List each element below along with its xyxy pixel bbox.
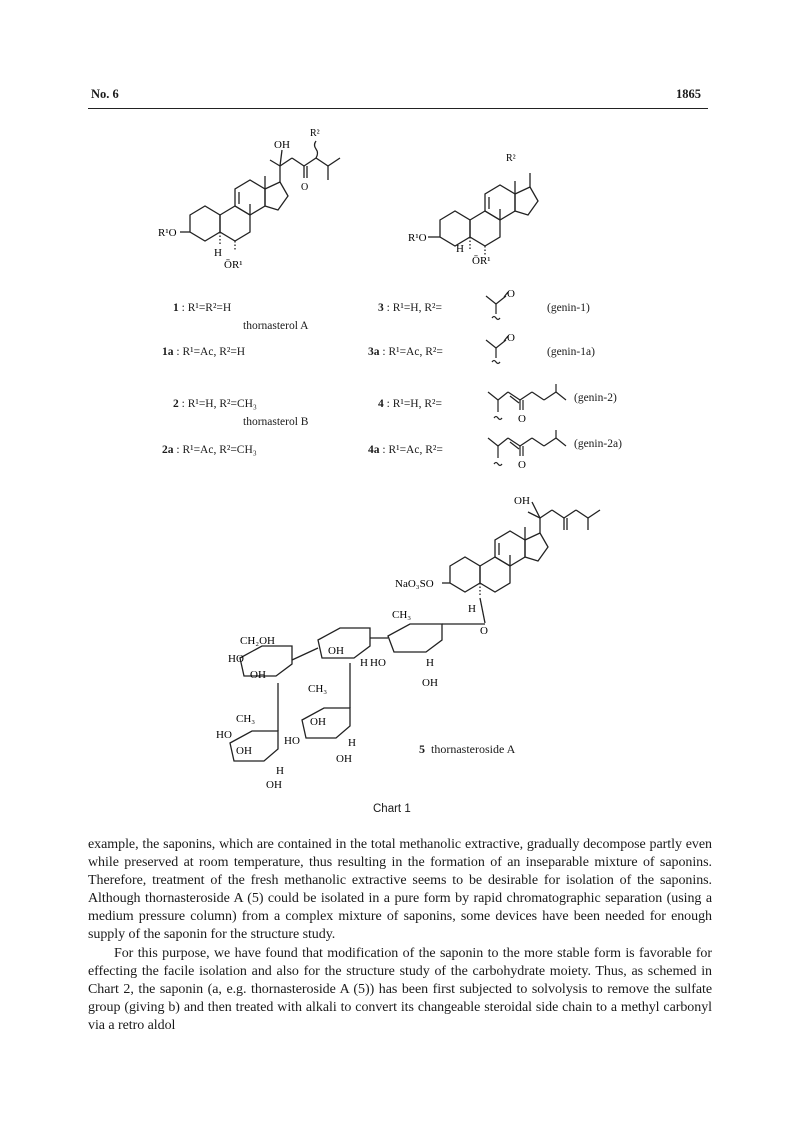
svg-text:O: O (518, 459, 526, 471)
ho-label-d: HO (284, 735, 300, 747)
compound-5-label: 5 thornasteroside A (419, 742, 516, 756)
compound-3-note: (genin-1) (547, 302, 590, 314)
r1o-label: R¹O (408, 232, 427, 244)
svg-text:O: O (507, 288, 515, 300)
chart-caption: Chart 1 (373, 803, 411, 815)
r2-label: R² (310, 128, 320, 139)
or1-label: ŌR¹ (472, 255, 491, 267)
h-label: H (456, 243, 464, 255)
page-number: 1865 (676, 87, 701, 101)
thornasterol-structure (160, 120, 350, 280)
h-label-e: H (276, 765, 284, 777)
compound-1-name: thornasterol A (243, 320, 309, 332)
paragraph-1: example, the saponins, which are contained in the total methanolic extractive, gradually decompose partly even while preserved at room temperature, thus resulting in the formation of an inseparable mixture of saponins. Therefore, treatment of the fresh methanolic extractive seems to be desirable for isolation of the saponins. Although thornasteroside A (5) could be isolated in a pure form by rapid chromatographic separation (using a medium pressure column) from a complex mixture of saponins, some devices have been needed for enough supply of the saponin for the structure study. (88, 837, 712, 943)
compound-4-label: 4 : R¹=H, R²= (378, 398, 442, 410)
acetyl-sidechain-3a (478, 330, 528, 366)
compound-2-name: thornasterol B (243, 416, 309, 428)
svg-text:O: O (507, 332, 515, 344)
paragraph-2: For this purpose, we have found that modification of the saponin to the more stable form is favorable for effecting the facile isolation and also for the structure study of the carbohydrate moiety. Thus, as schemed in Chart 2, the saponin (a, e.g. thornasteroside A (5)) has been first subjected to solvolysis to remove the sulfate group (giving b) and then treated with alkali to convert its changeable steroidal side chain to a methyl carbonyl via a retro aldol (88, 945, 712, 1033)
oh-label-f: OH (236, 745, 252, 757)
enone-sidechain-4 (484, 384, 574, 428)
header-rule (88, 108, 708, 109)
sulfate-label: NaO₃SO (395, 578, 434, 590)
ho-label-b: HO (370, 657, 386, 669)
compound-3a-label: 3a : R¹=Ac, R²= (368, 346, 443, 358)
h-label-d: H (348, 737, 356, 749)
compound-2a-label: 2a : R¹=Ac, R²=CH₃ (162, 444, 257, 456)
compound-2-label: 2 : R¹=H, R²=CH₃ (173, 398, 257, 410)
h-label: H (214, 247, 222, 259)
compound-3-label: 3 : R¹=H, R²= (378, 302, 442, 314)
acetyl-sidechain-3 (478, 286, 528, 322)
oh-label-g: OH (266, 779, 282, 791)
svg-text:O: O (518, 413, 526, 425)
saponin-oh-top: OH (514, 495, 530, 507)
ketone-o-label: O (301, 182, 309, 193)
compound-4a-label: 4a : R¹=Ac, R²= (368, 444, 443, 456)
genin-structure (410, 145, 560, 275)
oh-label-e: OH (336, 753, 352, 765)
compound-1a-label: 1a : R¹=Ac, R²=H (162, 346, 246, 358)
enone-sidechain-4a (484, 430, 574, 474)
oh-label-c: OH (422, 677, 438, 689)
glycosidic-o: O (480, 625, 488, 637)
r1o-label: R¹O (158, 227, 177, 239)
compound-3a-note: (genin-1a) (547, 346, 595, 358)
h-label-a: H (468, 603, 476, 615)
h-label-b: H (360, 657, 368, 669)
oh-label-b: OH (328, 645, 344, 657)
body-text (88, 836, 712, 1035)
oh-label: OH (274, 139, 290, 151)
compound-4-note: (genin-2) (574, 392, 617, 404)
r2-label: R² (506, 153, 516, 164)
journal-issue: No. 6 (91, 87, 119, 101)
compound-4a-note: (genin-2a) (574, 438, 622, 450)
compound-1-label: 1 : R¹=R²=H (173, 302, 232, 314)
thornasteroside-structure (210, 488, 610, 798)
ch3-label-b: CH₃ (308, 683, 328, 695)
ch3-label-a: CH₃ (392, 609, 412, 621)
ch2oh-label: CH₂OH (240, 635, 276, 647)
ho-label-a: HO (228, 653, 244, 665)
ho-label-c: HO (216, 729, 232, 741)
or1-label: ŌR¹ (224, 259, 243, 271)
ch3-label-c: CH₃ (236, 713, 256, 725)
oh-label-d: OH (310, 716, 326, 728)
oh-label-a: OH (250, 669, 266, 681)
h-label-c: H (426, 657, 434, 669)
